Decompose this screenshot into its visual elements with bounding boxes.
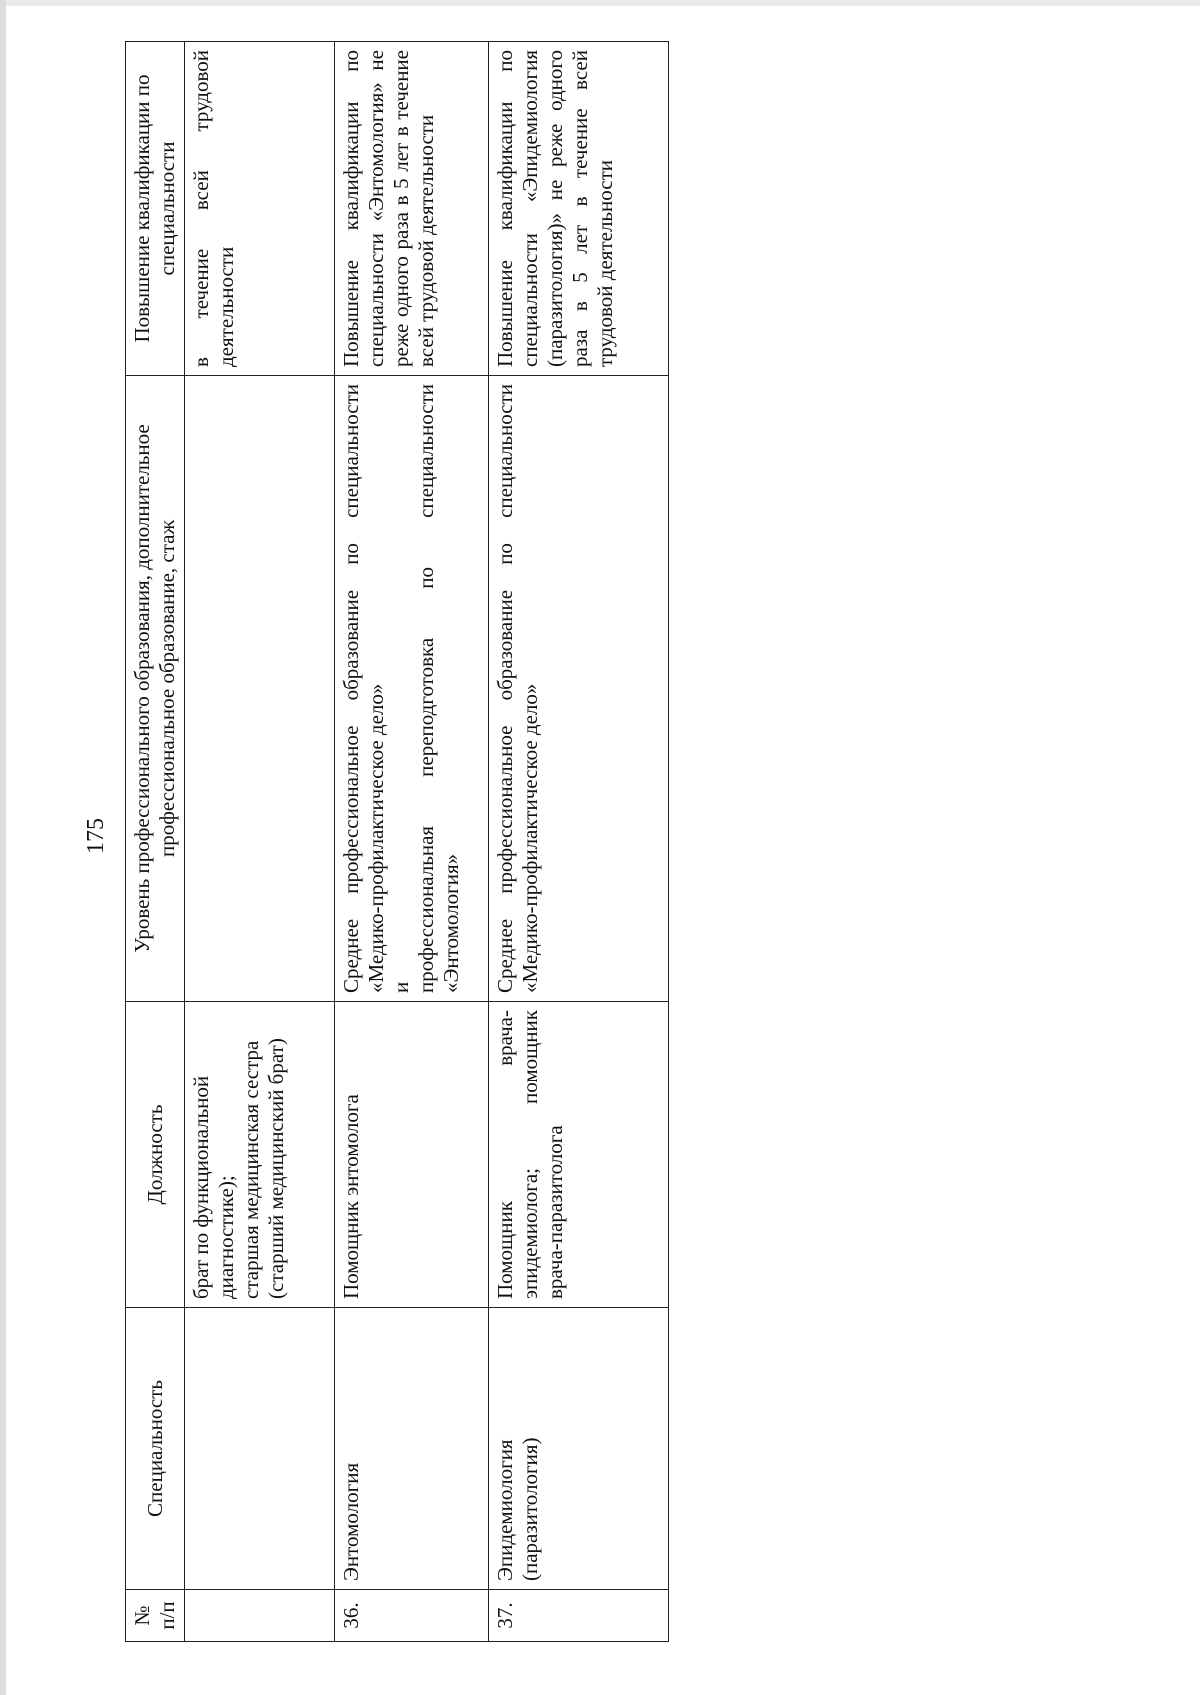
position-line: старшая медицинская сестра	[239, 1040, 263, 1299]
cell-specialty-37: Эпидемиология (паразитология)	[489, 1308, 669, 1590]
cell-num-37: 37.	[489, 1590, 669, 1642]
cell-position-37: Помощник врача-эпидемиолога; помощник врача-паразитолога	[489, 1002, 669, 1308]
cell-qualification-36: Повышение квалификации по специальности «Энтомология» не реже одного раза в 5 лет в течение всей трудовой деятельности	[335, 42, 489, 376]
qualification-table	[125, 41, 669, 1642]
cell-education-37: Среднее профессиональное образование по специальности «Медико-профилактическое дело»	[489, 376, 669, 1002]
table-row-37	[489, 42, 669, 1642]
education-and: и	[389, 981, 413, 993]
rotated-table-container	[125, 42, 965, 1642]
header-position: Должность	[126, 1002, 185, 1308]
header-qualification: Повышение квалификации по специальности	[126, 42, 185, 376]
position-line: брат по функциональной	[189, 1075, 213, 1299]
education-text: Среднее профессиональное образование по специальности «Медико-профилактическое дело»	[339, 384, 388, 993]
cell-specialty-empty	[185, 1308, 335, 1590]
position-line: (старший медицинский брат)	[264, 1038, 288, 1299]
table-row-36	[335, 42, 489, 1642]
scan-edge-top	[0, 0, 1200, 6]
education-text: профессиональная переподготовка по специальности «Энтомология»	[414, 384, 463, 993]
cell-position-continuation	[185, 1002, 335, 1308]
cell-num-empty	[185, 1590, 335, 1642]
header-education: Уровень профессионального образования, дополнительное профессиональное образование, стаж	[126, 376, 185, 1002]
scan-edge-left	[0, 0, 6, 1695]
header-num: № п/п	[126, 1590, 185, 1642]
table-row-continuation	[185, 42, 335, 1642]
cell-education-empty	[185, 376, 335, 1002]
page-number: 175	[83, 818, 109, 854]
cell-position-36: Помощник энтомолога	[335, 1002, 489, 1308]
position-line: диагностике);	[214, 1175, 238, 1299]
header-specialty: Специальность	[126, 1308, 185, 1590]
cell-education-36	[335, 376, 489, 1002]
cell-qualification-continuation: в течение всей трудовой деятельности	[185, 42, 335, 376]
cell-qualification-37: Повышение квалификации по специальности «Эпидемиология (паразитология)» не реже одного раза в 5 лет в течение всей трудовой деятельности	[489, 42, 669, 376]
table-header-row	[126, 42, 185, 1642]
cell-num-36: 36.	[335, 1590, 489, 1642]
cell-specialty-36: Энтомология	[335, 1308, 489, 1590]
